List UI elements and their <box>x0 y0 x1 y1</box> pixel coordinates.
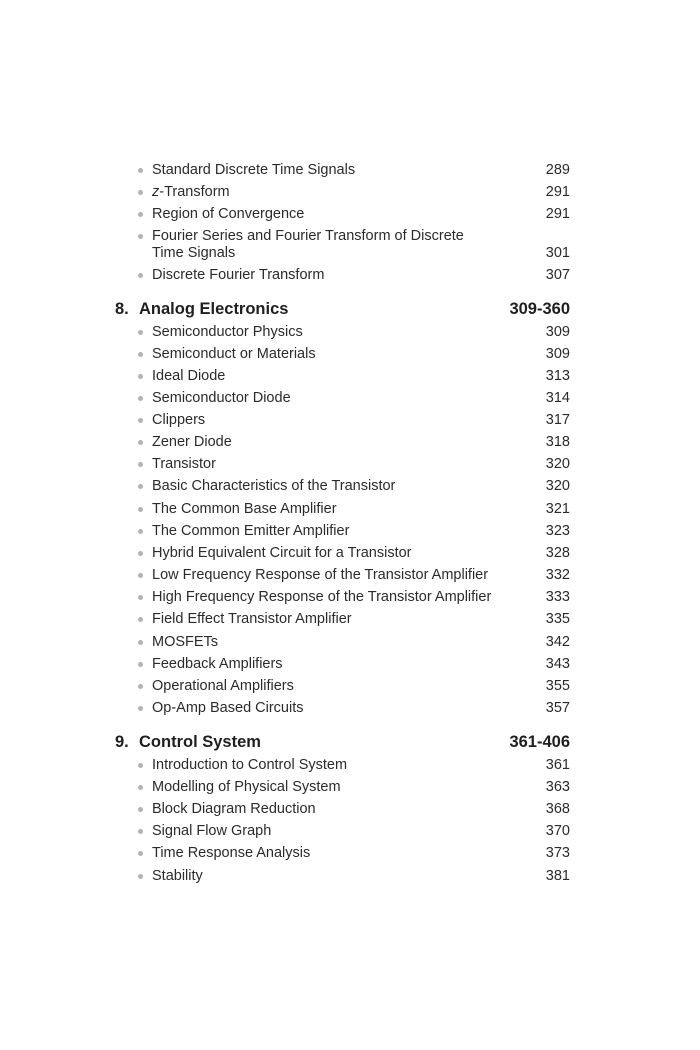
bullet-icon <box>138 662 143 667</box>
toc-item-label: Semiconductor Diode <box>152 390 291 406</box>
italic-z: z <box>152 184 160 200</box>
toc-item <box>0 868 700 890</box>
toc-item-page: 343 <box>545 656 570 672</box>
chapter-heading <box>0 732 700 754</box>
toc-item <box>0 368 700 390</box>
chapter-title: Analog Electronics <box>139 300 289 318</box>
toc-item-label: Semiconductor Physics <box>152 324 303 340</box>
toc-item-page: 318 <box>545 434 570 450</box>
toc-item <box>0 823 700 845</box>
toc-item-page: 291 <box>545 184 570 200</box>
chapter-title: Control System <box>139 733 261 751</box>
toc-item-label: MOSFETs <box>152 634 219 650</box>
toc-item <box>0 267 700 289</box>
toc-item-label: Standard Discrete Time Signals <box>152 162 356 178</box>
toc-item-label: Low Frequency Response of the Transistor Amplifier <box>152 567 489 583</box>
bullet-icon <box>138 529 143 534</box>
toc-item-page: 317 <box>545 412 570 428</box>
toc-item-page: 320 <box>545 478 570 494</box>
toc-item-label: Zener Diode <box>152 434 232 450</box>
bullet-icon <box>138 212 143 217</box>
bullet-icon <box>138 484 143 489</box>
toc-item-label: Time Response Analysis <box>152 845 311 861</box>
toc-item <box>0 412 700 434</box>
toc-item-label: Ideal Diode <box>152 368 226 384</box>
toc-item <box>0 228 700 268</box>
toc-item-page: 313 <box>545 368 570 384</box>
toc-item <box>0 324 700 346</box>
toc-item-label: The Common Base Amplifier <box>152 501 337 517</box>
toc-item <box>0 656 700 678</box>
bullet-icon <box>138 507 143 512</box>
toc-item-page: 363 <box>545 779 570 795</box>
toc-item <box>0 545 700 567</box>
bullet-icon <box>138 706 143 711</box>
toc-item-label: Basic Characteristics of the Transistor <box>152 478 396 494</box>
toc-item-page: 314 <box>545 390 570 406</box>
toc-item <box>0 162 700 184</box>
bullet-icon <box>138 273 143 278</box>
bullet-icon <box>138 462 143 467</box>
toc-item-label: Block Diagram Reduction <box>152 801 316 817</box>
toc-item-page: 328 <box>545 545 570 561</box>
bullet-icon <box>138 190 143 195</box>
toc-item-page: 320 <box>545 456 570 472</box>
toc-item-label: Op-Amp Based Circuits <box>152 700 304 716</box>
toc-item <box>0 845 700 867</box>
toc-item-label: Transistor <box>152 456 216 472</box>
bullet-icon <box>138 352 143 357</box>
toc-item <box>0 434 700 456</box>
toc-item-page: 381 <box>545 868 570 884</box>
toc-item <box>0 390 700 412</box>
toc-item-page: 323 <box>545 523 570 539</box>
bullet-icon <box>138 785 143 790</box>
toc-item-label: Field Effect Transistor Amplifier <box>152 611 352 627</box>
toc-item-page: 291 <box>545 206 570 222</box>
toc-item-page: 342 <box>545 634 570 650</box>
toc-item <box>0 501 700 523</box>
toc-item <box>0 346 700 368</box>
toc-item <box>0 523 700 545</box>
toc-item <box>0 700 700 722</box>
toc-item-label: z-Transform <box>152 184 230 200</box>
toc-item-label: Semiconduct or Materials <box>152 346 316 362</box>
bullet-icon <box>138 807 143 812</box>
toc-item-page: 321 <box>545 501 570 517</box>
toc-item-page: 309 <box>545 324 570 340</box>
toc-item-page: 333 <box>545 589 570 605</box>
toc-item-label: Region of Convergence <box>152 206 305 222</box>
toc-item-label: Modelling of Physical System <box>152 779 341 795</box>
toc-item <box>0 779 700 801</box>
bullet-icon <box>138 330 143 335</box>
chapter-page-range: 309-360 <box>509 300 570 318</box>
bullet-icon <box>138 851 143 856</box>
toc-item <box>0 456 700 478</box>
toc-item-label: Feedback Amplifiers <box>152 656 283 672</box>
bullet-icon <box>138 418 143 423</box>
toc-item <box>0 801 700 823</box>
chapter-page-range: 361-406 <box>509 733 570 751</box>
toc-item-page: 357 <box>545 700 570 716</box>
toc-item-page: 332 <box>545 567 570 583</box>
toc-item <box>0 611 700 633</box>
bullet-icon <box>138 595 143 600</box>
bullet-icon <box>138 640 143 645</box>
bullet-icon <box>138 234 143 239</box>
toc-item <box>0 184 700 206</box>
bullet-icon <box>138 168 143 173</box>
toc-item-label: Operational Amplifiers <box>152 678 294 694</box>
toc-item-label: Signal Flow Graph <box>152 823 272 839</box>
bullet-icon <box>138 829 143 834</box>
toc-item-label: The Common Emitter Amplifier <box>152 523 350 539</box>
toc-item <box>0 567 700 589</box>
toc-item-label: Fourier Series and Fourier Transform of Discrete Time Signals <box>152 228 464 261</box>
toc-item <box>0 206 700 228</box>
toc-item <box>0 589 700 611</box>
toc-item-page: 335 <box>545 611 570 627</box>
chapter-number: 9. <box>115 733 129 751</box>
bullet-icon <box>138 551 143 556</box>
bullet-icon <box>138 396 143 401</box>
toc-item <box>0 478 700 500</box>
bullet-icon <box>138 684 143 689</box>
bullet-icon <box>138 573 143 578</box>
toc-item-label: Stability <box>152 868 203 884</box>
bullet-icon <box>138 374 143 379</box>
toc-item <box>0 678 700 700</box>
toc-item <box>0 757 700 779</box>
toc-item-page: 289 <box>545 162 570 178</box>
toc-item-page: 373 <box>545 845 570 861</box>
toc-item-label: Discrete Fourier Transform <box>152 267 325 283</box>
toc-item-label: Introduction to Control System <box>152 757 348 773</box>
toc-item-page: 370 <box>545 823 570 839</box>
toc-item-page: 355 <box>545 678 570 694</box>
toc-item-label: High Frequency Response of the Transistor Amplifier <box>152 589 492 605</box>
bullet-icon <box>138 617 143 622</box>
toc-item-page: 301 <box>545 245 570 261</box>
toc-item-page: 307 <box>545 267 570 283</box>
bullet-icon <box>138 440 143 445</box>
chapter-heading <box>0 299 700 321</box>
toc-item-label: Hybrid Equivalent Circuit for a Transistor <box>152 545 412 561</box>
toc-item <box>0 634 700 656</box>
toc-item-label: Clippers <box>152 412 206 428</box>
toc-item-page: 368 <box>545 801 570 817</box>
bullet-icon <box>138 874 143 879</box>
toc-item-page: 361 <box>545 757 570 773</box>
chapter-number: 8. <box>115 300 129 318</box>
bullet-icon <box>138 763 143 768</box>
toc-item-page: 309 <box>545 346 570 362</box>
